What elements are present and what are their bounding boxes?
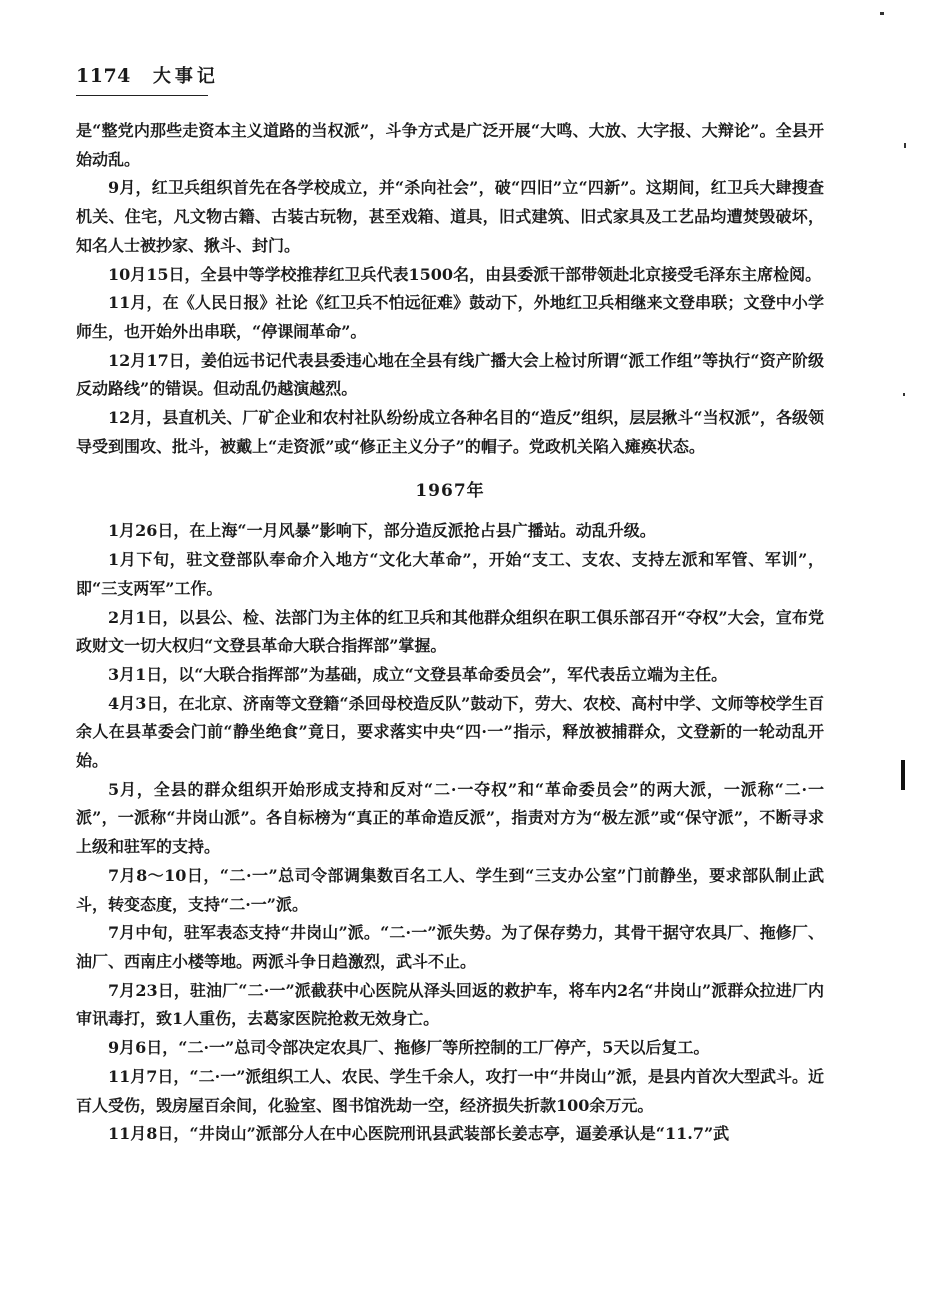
page-body: [76, 117, 824, 1149]
header-rule: [76, 95, 208, 96]
paragraph: 1月26日，在上海“一月风暴”影响下，部分造反派抢占县广播站。动乱升级。: [108, 521, 656, 541]
paragraph: 11月，在《人民日报》社论《红卫兵不怕远征难》鼓动下，外地红卫兵相继来文登串联；文登中小学师生，也开始外出串联，“停课闹革命”。: [76, 293, 824, 341]
paragraph: 11月7日，“二·一”派组织工人、农民、学生千余人，攻打一中“井岗山”派，是县内首次大型武斗。近百人受伤，毁房屋百余间，化验室、图书馆洗劫一空，经济损失折款100余万元。: [76, 1066, 824, 1115]
paragraph: 12月17日，姜伯远书记代表县委违心地在全县有线广播大会上检讨所谓“派工作组”等执行“资产阶级反动路线”的错误。但动乱仍越演越烈。: [76, 350, 824, 399]
paragraph: 10月15日，全县中等学校推荐红卫兵代表1500名，由县委派干部带领赴北京接受毛泽东主席检阅。: [108, 264, 822, 284]
paragraph: 3月1日，以“大联合指挥部”为基础，成立“文登县革命委员会”，军代表岳立端为主任。: [108, 664, 728, 684]
page-number: 1174: [76, 65, 131, 87]
paragraph: 12月，县直机关、厂矿企业和农村社队纷纷成立各种名目的“造反”组织，层层揪斗“当权派”，各级领导受到围攻、批斗，被戴上“走资派”或“修正主义分子”的帽子。党政机关陷入瘫痪状态。: [76, 408, 824, 456]
running-title: 大事记: [152, 66, 219, 87]
page-header: [76, 62, 219, 88]
year-heading: 1967年: [415, 481, 485, 502]
scan-speck: [880, 12, 884, 15]
scan-margin-mark: [901, 760, 905, 790]
scan-speck: [903, 393, 905, 396]
paragraph: 9月，红卫兵组织首先在各学校成立，并“杀向社会”，破“四旧”立“四新”。这期间，红卫兵大肆搜查机关、住宅，凡文物古籍、古装古玩物，甚至戏箱、道具，旧式建筑、旧式家具及工艺品均遭焚毁破坏，知名人士被抄家、揪斗、封门。: [76, 178, 824, 255]
paragraph: 7月23日，驻油厂“二·一”派截获中心医院从泽头回返的救护车，将车内2名“井岗山”派群众拉进厂内审讯毒打，致1人重伤，去葛家医院抢救无效身亡。: [76, 980, 824, 1029]
paragraph: 11月8日，“井岗山”派部分人在中心医院刑讯县武装部长姜志亭，逼姜承认是“11.7”武: [108, 1124, 730, 1144]
paragraph: 5月，全县的群众组织开始形成支持和反对“二·一夺权”和“革命委员会”的两大派，一派称“二·一派”，一派称“井岗山派”。各自标榜为“真正的革命造反派”，指责对方为“极左派”或“保守派”，不断寻求上级和驻军的支持。: [76, 779, 824, 857]
paragraph: 2月1日，以县公、检、法部门为主体的红卫兵和其他群众组织在职工俱乐部召开“夺权”大会，宣布党政财文一切大权归“文登县革命大联合指挥部”掌握。: [76, 607, 824, 656]
paragraph: 4月3日，在北京、济南等文登籍“杀回母校造反队”鼓动下，劳大、农校、高村中学、文师等校学生百余人在县革委会门前“静坐绝食”竟日，要求落实中央“四·一”指示，释放被捕群众，文登新的一轮动乱开始。: [76, 693, 824, 771]
paragraph: 7月8～10日，“二·一”总司令部调集数百名工人、学生到“三支办公室”门前静坐，要求部队制止武斗，转变态度，支持“二·一”派。: [76, 865, 824, 914]
paragraph: 9月6日，“二·一”总司令部决定农具厂、拖修厂等所控制的工厂停产，5天以后复工。: [108, 1038, 710, 1058]
paragraph: 是“整党内那些走资本主义道路的当权派”，斗争方式是广泛开展“大鸣、大放、大字报、大辩论”。全县开始动乱。: [76, 121, 824, 169]
paragraph: 7月中旬，驻军表态支持“井岗山”派。“二·一”派失势。为了保存势力，其骨干据守农具厂、拖修厂、油厂、西南庄小楼等地。两派斗争日趋激烈，武斗不止。: [76, 923, 824, 971]
paragraph: 1月下旬，驻文登部队奉命介入地方“文化大革命”，开始“支工、支农、支持左派和军管、军训”，即“三支两军”工作。: [76, 550, 824, 598]
scan-speck: [904, 143, 906, 148]
